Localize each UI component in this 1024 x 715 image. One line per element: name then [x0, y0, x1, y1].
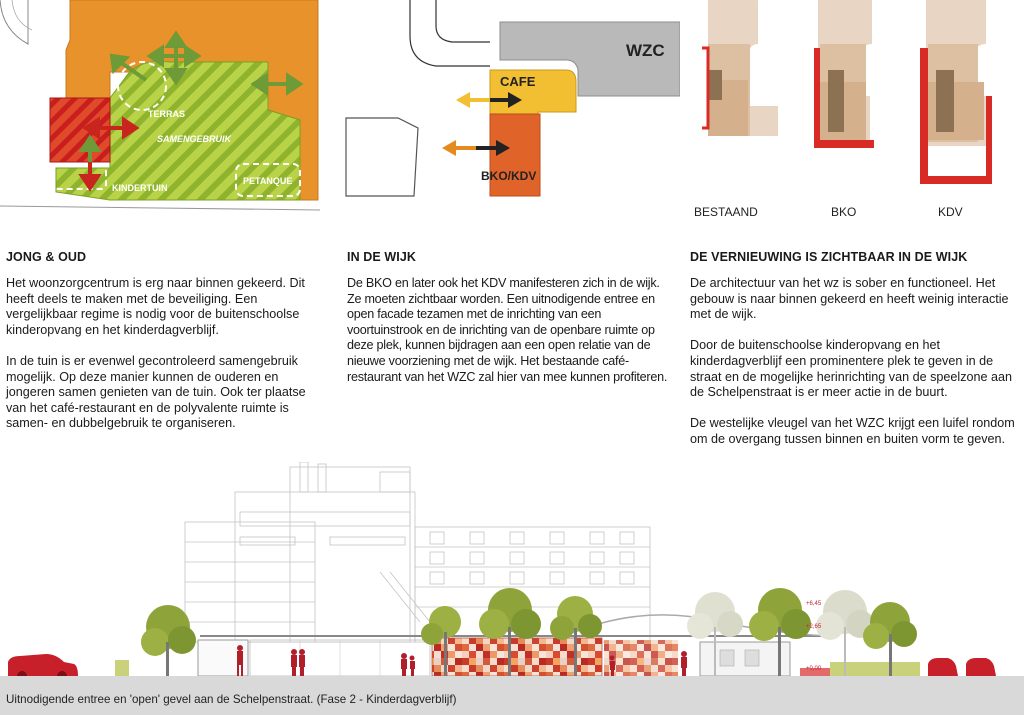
label-bko-kdv: BKO/KDV — [481, 169, 537, 183]
label-wzc: WZC — [626, 41, 665, 60]
column-paragraph: De westelijke vleugel van het WZC krijgt een luifel rondom om de overgang tussen binnen en buiten vorm te geven. — [690, 416, 1015, 446]
street-line — [0, 0, 28, 44]
car-icon — [966, 658, 996, 676]
level-marker: +6,45 — [806, 601, 822, 607]
column-heading: JONG & OUD — [6, 250, 87, 264]
planter — [115, 660, 129, 676]
elevation-caption: Uitnodigende entree en 'open' gevel aan de Schelpenstraat. (Fase 2 - Kinderdagverblijf) — [6, 693, 457, 706]
column-in-de-wijk — [347, 250, 677, 401]
site-diagram — [0, 0, 330, 215]
label-petanque: PETANQUE — [243, 176, 293, 186]
small-building — [346, 118, 418, 196]
level-marker: +2,65 — [806, 624, 822, 630]
label-cafe: CAFE — [500, 74, 536, 89]
label-kindertuin: KINDERTUIN — [112, 183, 168, 193]
tree-icon — [141, 605, 196, 676]
phase-bko — [814, 0, 874, 148]
column-heading: DE VERNIEUWING IS ZICHTBAAR IN DE WIJK — [690, 250, 968, 264]
phase-caption-bko: BKO — [831, 205, 857, 219]
phases-diagram — [690, 0, 1024, 225]
column-jong-oud — [6, 250, 324, 448]
car-icon — [928, 658, 958, 676]
phase-kdv — [920, 0, 992, 184]
column-heading: IN DE WIJK — [347, 250, 417, 264]
phase-existing — [702, 0, 778, 136]
column-paragraph: De architectuur van het wz is sober en functioneel. Het gebouw is naar binnen gekeerd en heeft weinig interactie met de wijk. — [690, 276, 1009, 322]
column-paragraph: Door de buitenschoolse kinderopvang en het kinderdagverblijf een prominentere plek te geven in de straat en de mogelijke herinrichting van de speelzone aan de Schelpenstraat is er meer actie in de buurt. — [690, 338, 1013, 400]
phase-caption-kdv: KDV — [938, 205, 963, 219]
street-elevation — [0, 462, 1024, 678]
street-line — [12, 0, 32, 30]
phase-caption-bestaand: BESTAAND — [694, 205, 758, 219]
mosaic-facade — [604, 640, 678, 676]
level-marker: +0,00 — [806, 666, 822, 672]
column-paragraph: De BKO en later ook het KDV manifesteren zich in de wijk. Ze moeten zichtbaar worden. Een uitnodigende entree en open facade tezamen met de inrichting van een voortuinstrook en de inrichting van de openbare ruimte op deze plek, kunnen bijdragen aan een open relatie van de nieuwe voorziening met de wijk. Het bestaande café-restaurant van het WZC zal hier van mee kunnen profiteren. — [347, 276, 668, 384]
column-paragraph: In de tuin is er evenwel gecontroleerd samengebruik mogelijk. Op deze manier kunnen de ouderen en jongeren samen genieten van de tuin. Ook ter plaatse van het café-restaurant en de polyvalente ruimte is samen- en dubbelgebruik te organiseren. — [6, 353, 306, 431]
label-terras: TERRAS — [148, 109, 186, 119]
road-line — [410, 0, 490, 66]
planter — [830, 662, 920, 676]
column-paragraph: Het woonzorgcentrum is erg naar binnen gekeerd. Dit heeft deels te maken met de beveiliging. Een vergelijkbaar regime is nodig voor de buitenschoolse kinderopvang en het kinderdagverblijf. — [6, 276, 305, 337]
label-samengebruik: SAMENGEBRUIK — [157, 134, 232, 144]
column-vernieuwing — [690, 250, 1020, 463]
road-line — [436, 0, 490, 42]
street-diagram — [340, 0, 680, 215]
car-icon — [8, 654, 78, 678]
